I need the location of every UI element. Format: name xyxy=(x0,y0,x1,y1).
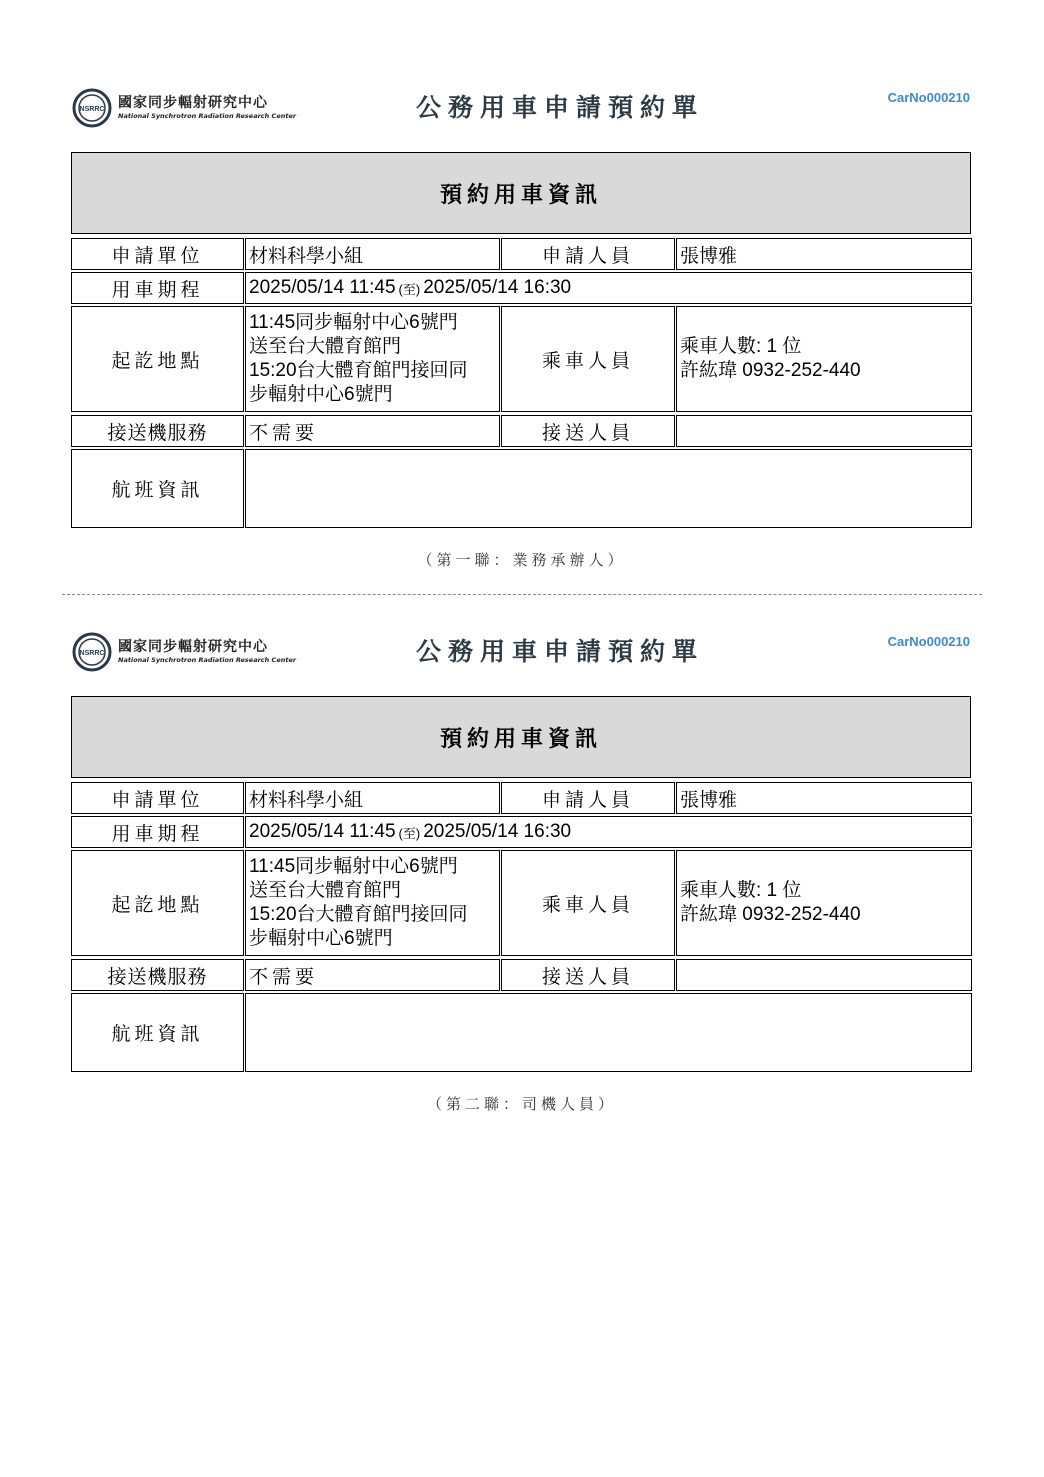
label-flight-info: 航班資訊 xyxy=(71,993,244,1072)
schedule-separator: (至) xyxy=(398,281,421,297)
label-route: 起訖地點 xyxy=(71,850,244,956)
schedule-start: 2025/05/14 11:45 xyxy=(249,277,396,298)
value-pickup-staff xyxy=(676,415,972,447)
org-name-en: National Synchrotron Radiation Research Center xyxy=(118,112,297,120)
route-line: 11:45同步輻射中心6號門 xyxy=(249,312,458,333)
section-header: 預約用車資訊 xyxy=(71,696,971,778)
value-passengers xyxy=(676,306,972,412)
org-name-zh: 國家同步輻射研究中心 xyxy=(118,639,268,655)
car-number: CarNo000210 xyxy=(887,90,970,105)
value-applicant-unit: 材料科學小組 xyxy=(245,238,500,270)
value-schedule xyxy=(245,272,972,304)
schedule-start: 2025/05/14 11:45 xyxy=(249,821,396,842)
route-line: 15:20台大體育館門接回同 xyxy=(249,904,468,925)
copy-footer: （第一聯：業務承辦人） xyxy=(417,551,627,569)
route-line: 步輻射中心6號門 xyxy=(249,384,393,405)
route-line: 送至台大體育館門 xyxy=(249,880,402,901)
passenger-name: 許紘瑋 0932-252-440 xyxy=(680,360,861,381)
value-airport-service: 不需要 xyxy=(245,959,500,991)
label-schedule: 用車期程 xyxy=(71,272,244,304)
value-flight-info xyxy=(245,993,972,1072)
org-name-en: National Synchrotron Radiation Research Center xyxy=(118,656,297,664)
label-passengers: 乘車人員 xyxy=(501,306,675,412)
document-title: 公務用車申請預約單 xyxy=(415,93,704,122)
value-airport-service: 不需要 xyxy=(245,415,500,447)
label-airport-service: 接送機服務 xyxy=(71,959,244,991)
value-route xyxy=(245,850,500,956)
schedule-end: 2025/05/14 16:30 xyxy=(423,277,572,298)
label-route: 起訖地點 xyxy=(71,306,244,412)
route-line: 15:20台大體育館門接回同 xyxy=(249,360,468,381)
value-passengers xyxy=(676,850,972,956)
schedule-end: 2025/05/14 16:30 xyxy=(423,821,572,842)
passenger-count: 乘車人數: 1 位 xyxy=(680,336,802,357)
copy-footer: （第二聯：司機人員） xyxy=(426,1095,617,1113)
value-applicant: 張博雅 xyxy=(676,238,972,270)
org-name-zh: 國家同步輻射研究中心 xyxy=(118,95,268,111)
form-copy-1 xyxy=(0,0,1044,569)
org-logo xyxy=(72,630,297,674)
passenger-count: 乘車人數: 1 位 xyxy=(680,880,802,901)
value-applicant: 張博雅 xyxy=(676,782,972,814)
car-number: CarNo000210 xyxy=(887,634,970,649)
label-applicant-unit: 申請單位 xyxy=(71,238,244,270)
label-flight-info: 航班資訊 xyxy=(71,449,244,528)
nsrrc-logo-icon xyxy=(72,632,112,672)
route-line: 11:45同步輻射中心6號門 xyxy=(249,856,458,877)
nsrrc-logo-icon xyxy=(72,88,112,128)
route-line: 步輻射中心6號門 xyxy=(249,928,393,949)
label-airport-service: 接送機服務 xyxy=(71,415,244,447)
label-applicant: 申請人員 xyxy=(501,238,675,270)
label-pickup-staff: 接送人員 xyxy=(501,959,675,991)
route-line: 送至台大體育館門 xyxy=(249,336,402,357)
form-copy-2 xyxy=(0,544,1044,1113)
svg-text:NSRRC: NSRRC xyxy=(79,650,105,657)
passenger-name: 許紘瑋 0932-252-440 xyxy=(680,904,861,925)
value-pickup-staff xyxy=(676,959,972,991)
org-logo xyxy=(72,86,297,130)
section-header: 預約用車資訊 xyxy=(71,152,971,234)
label-applicant-unit: 申請單位 xyxy=(71,782,244,814)
value-flight-info xyxy=(245,449,972,528)
document-title: 公務用車申請預約單 xyxy=(415,637,704,666)
value-schedule xyxy=(245,816,972,848)
label-applicant: 申請人員 xyxy=(501,782,675,814)
label-passengers: 乘車人員 xyxy=(501,850,675,956)
svg-text:NSRRC: NSRRC xyxy=(79,106,105,113)
schedule-separator: (至) xyxy=(398,825,421,841)
value-applicant-unit: 材料科學小組 xyxy=(245,782,500,814)
label-pickup-staff: 接送人員 xyxy=(501,415,675,447)
label-schedule: 用車期程 xyxy=(71,816,244,848)
value-route xyxy=(245,306,500,412)
